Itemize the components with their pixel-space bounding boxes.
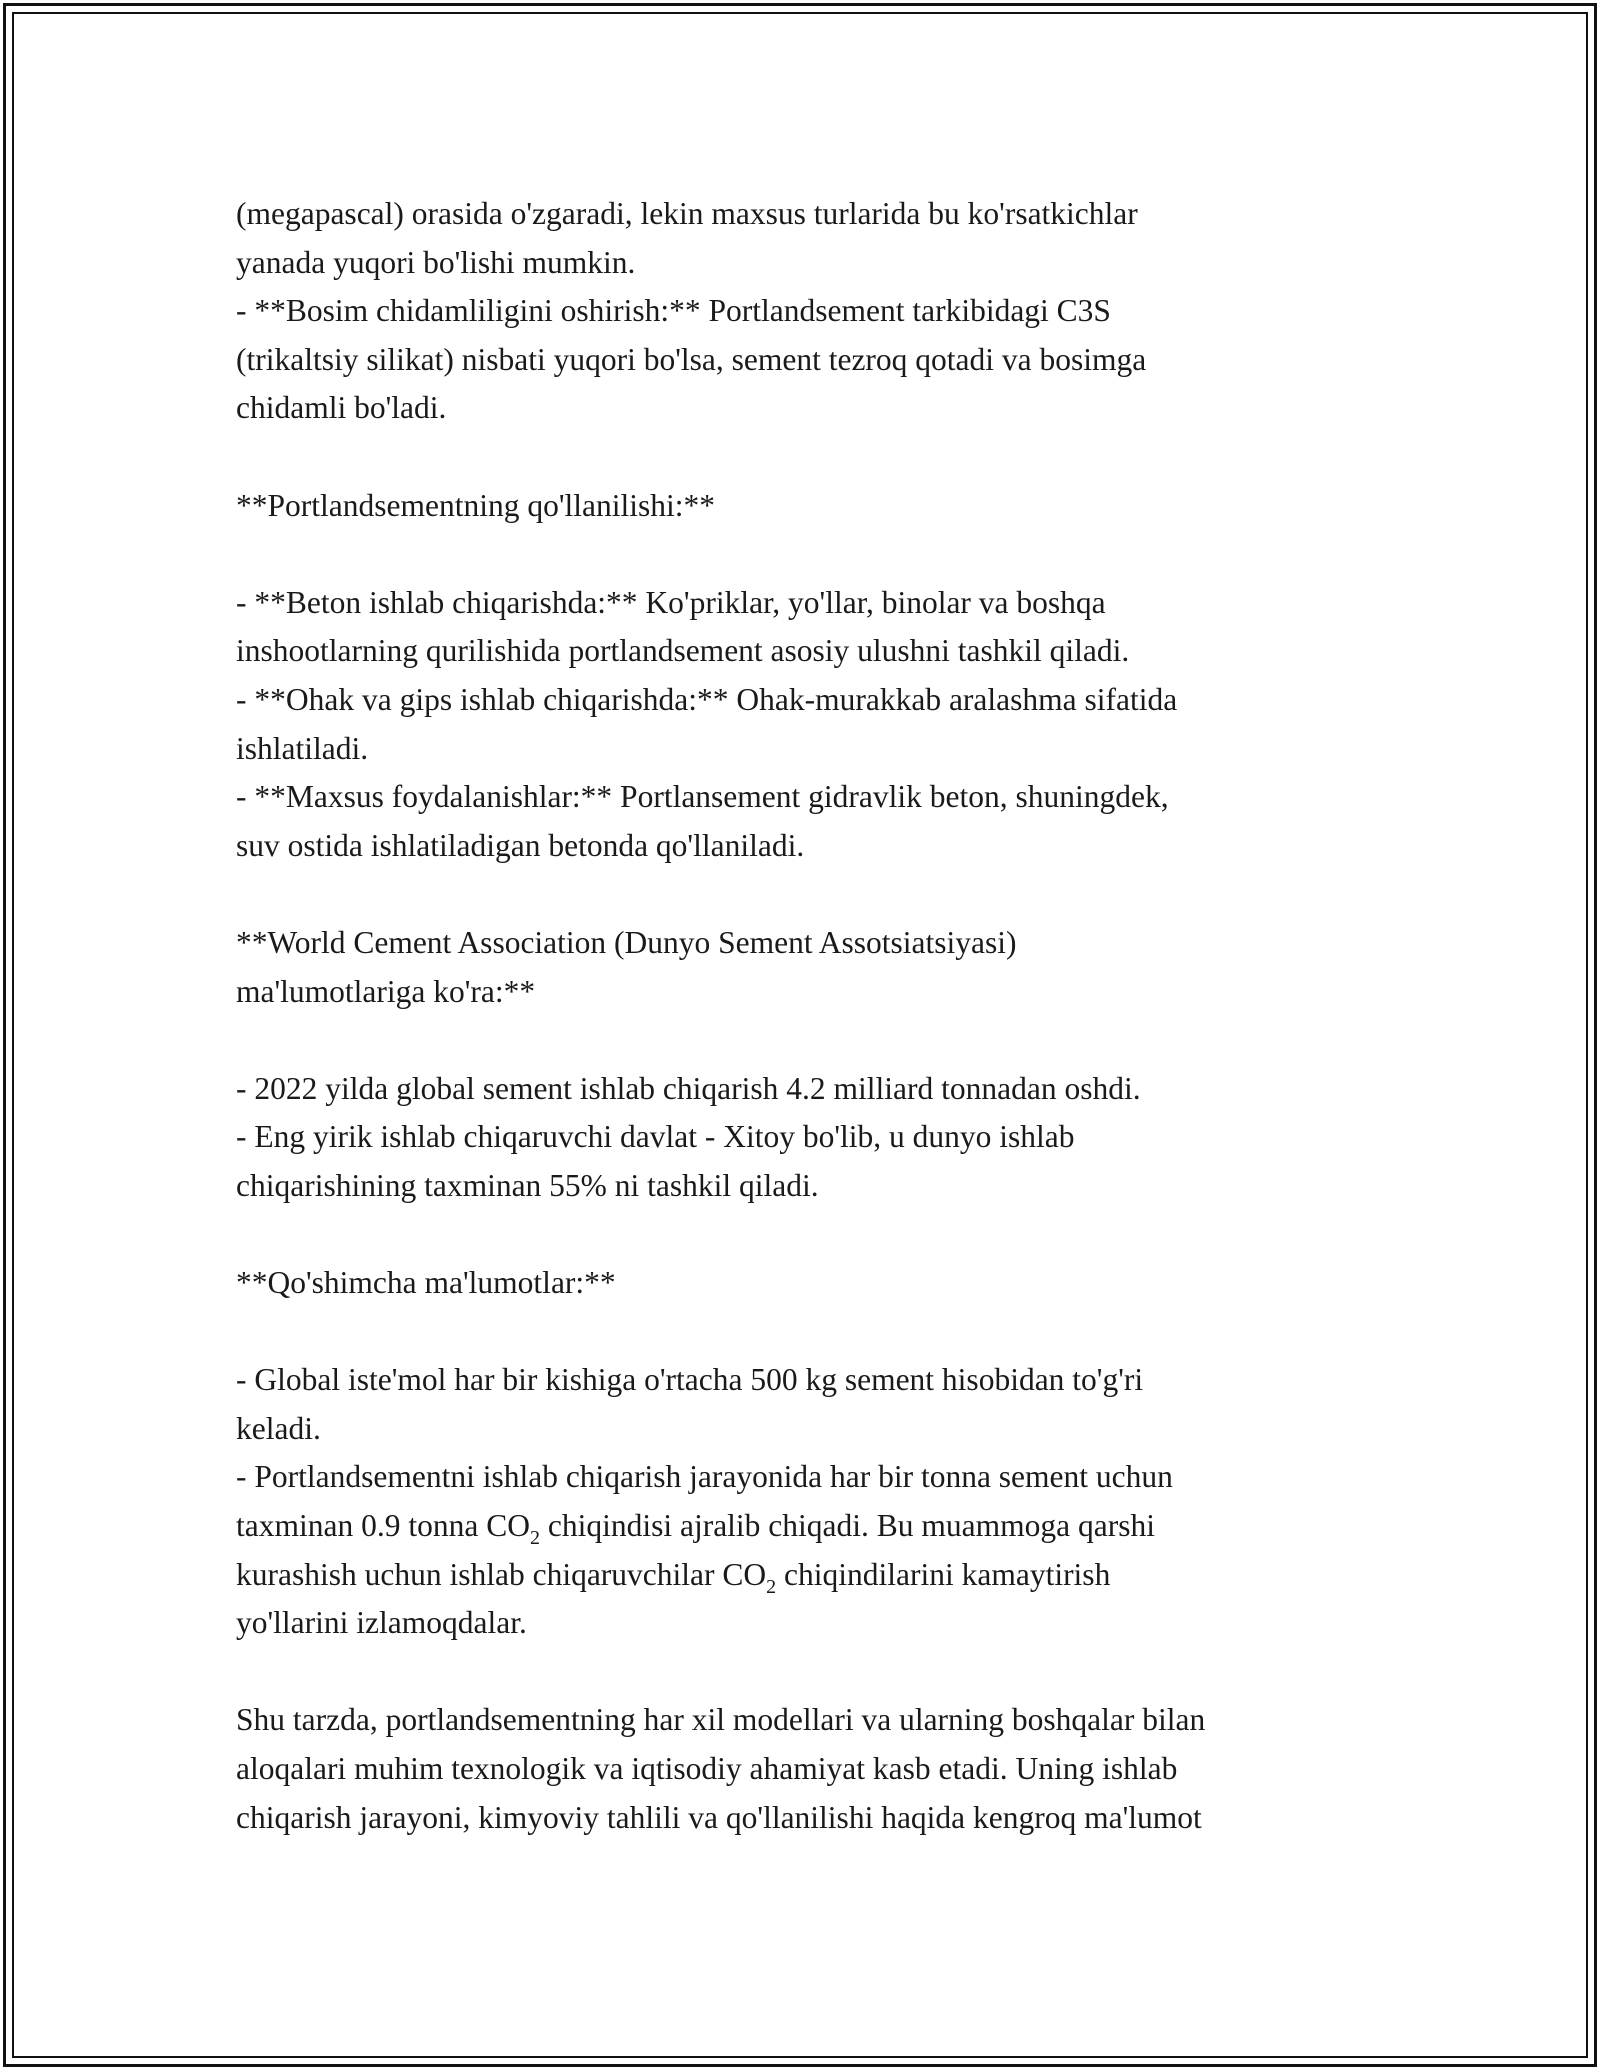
text-span: chiqindilarini kamaytirish <box>776 1556 1111 1592</box>
paragraph-gap <box>236 1210 1386 1259</box>
text-span: chiqindisi ajralib chiqadi. Bu muammoga qarshi <box>539 1508 1155 1544</box>
text-line: aloqalari muhim texnologik va iqtisodiy ahamiyat kasb etadi. Uning ishlab <box>236 1751 1178 1786</box>
paragraph-gap <box>236 1308 1386 1357</box>
text-span: kurashish uchun ishlab chiqaruvchilar CO <box>236 1556 767 1592</box>
text-line: Shu tarzda, portlandsementning har xil modellari va ularning boshqalar bilan <box>236 1702 1206 1738</box>
paragraph-gap <box>236 433 1386 482</box>
text-line: inshootlarning qurilishida portlandsement asosiy ulushni tashkil qiladi. <box>236 633 1130 669</box>
list-item-line: - 2022 yilda global sement ishlab chiqarish 4.2 milliard tonnadan oshdi. <box>236 1070 1141 1106</box>
subscript: 2 <box>529 1527 540 1550</box>
paragraph-gap <box>236 870 1386 919</box>
list-item-line: - Portlandsementni ishlab chiqarish jarayonida har bir tonna sement uchun <box>236 1459 1173 1495</box>
document-body <box>236 190 1386 1842</box>
list-item-line: - **Bosim chidamliligini oshirish:** Portlandsement tarkibidagi C3S <box>236 293 1111 329</box>
list-item-line: - **Beton ishlab chiqarishda:** Ko'priklar, yo'llar, binolar va boshqa <box>236 584 1106 620</box>
list-item-line: - **Maxsus foydalanishlar:** Portlansement gidravlik beton, shuningdek, <box>236 779 1169 815</box>
text-line <box>236 1551 1386 1600</box>
section-heading: ma'lumotlariga ko'ra:** <box>236 973 536 1009</box>
section-heading: **World Cement Association (Dunyo Sement Assotsiatsiyasi) <box>236 924 1017 960</box>
list-item-line: - **Ohak va gips ishlab chiqarishda:** Ohak-murakkab aralashma sifatida <box>236 681 1178 717</box>
text-line: chiqarishining taxminan 55% ni tashkil qiladi. <box>236 1167 819 1203</box>
paragraph-gap <box>236 530 1386 579</box>
list-item-line: - Global iste'mol har bir kishiga o'rtacha 500 kg sement hisobidan to'g'ri <box>236 1362 1144 1398</box>
section-heading: **Portlandsementning qo'llanilishi:** <box>236 487 716 523</box>
text-line: yo'llarini izlamoqdalar. <box>236 1605 527 1641</box>
subscript: 2 <box>766 1575 777 1598</box>
paragraph-gap <box>236 1016 1386 1065</box>
text-line: (trikaltsiy silikat) nisbati yuqori bo'lsa, sement tezroq qotadi va bosimga <box>236 341 1147 377</box>
text-line: chiqarish jarayoni, kimyoviy tahlili va qo'llanilishi haqida kengroq ma'lumot <box>236 1799 1202 1835</box>
section-heading: **Qo'shimcha ma'lumotlar:** <box>236 1265 616 1301</box>
text-line: keladi. <box>236 1410 321 1446</box>
text-span: taxminan 0.9 tonna CO <box>236 1508 530 1544</box>
list-item-line: - Eng yirik ishlab chiqaruvchi davlat - Xitoy bo'lib, u dunyo ishlab <box>236 1119 1075 1155</box>
text-line: suv ostida ishlatiladigan betonda qo'llaniladi. <box>236 827 805 863</box>
text-line: chidamli bo'ladi. <box>236 390 447 426</box>
text-line <box>236 1502 1386 1551</box>
text-line: yanada yuqori bo'lishi mumkin. <box>236 244 636 280</box>
text-line: (megapascal) orasida o'zgaradi, lekin maxsus turlarida bu ko'rsatkichlar <box>236 196 1138 231</box>
text-line: ishlatiladi. <box>236 730 369 766</box>
paragraph-gap <box>236 1648 1386 1697</box>
